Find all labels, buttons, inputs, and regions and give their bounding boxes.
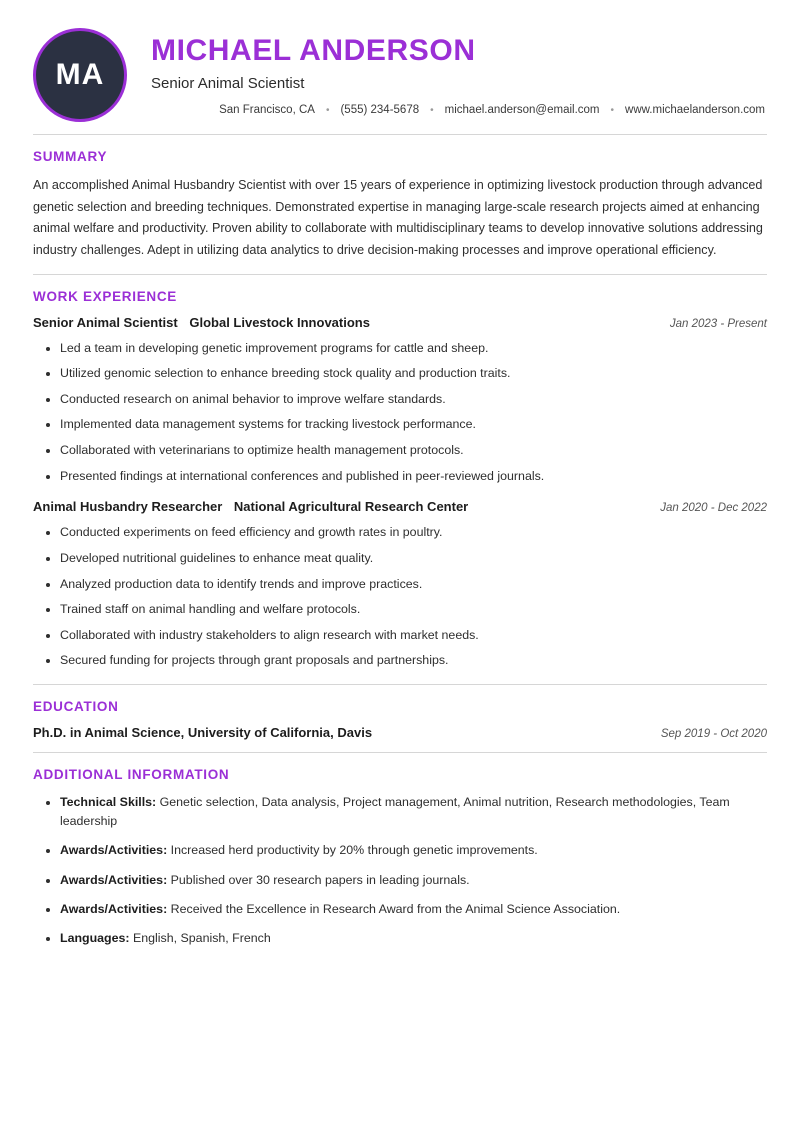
section-title-work-experience: WORK EXPERIENCE (33, 288, 178, 304)
info-value: Received the Excellence in Research Award from the Animal Science Association. (170, 901, 621, 916)
experience-entry-header (33, 315, 767, 330)
info-label: Awards/Activities: (60, 843, 168, 858)
experience-company: National Agricultural Research Center (233, 499, 469, 515)
experience-company: Global Livestock Innovations (189, 314, 370, 330)
experience-bullet-list (33, 339, 767, 486)
list-item: • Secured funding for projects through grant proposals and partnerships. (60, 651, 767, 670)
experience-entry-header (33, 499, 767, 514)
list-item: • Utilized genomic selection to enhance breeding stock quality and production traits. (60, 364, 767, 383)
info-label: Technical Skills: (60, 794, 157, 809)
summary-text: An accomplished Animal Husbandry Scientist with over 15 years of experience in optimizing livestock production through advanced genetic selection and breeding techniques. Demonstrated expertise in managing large-scale research projects aimed at enhancing animal welfare and productivity. Proven ability to collaborate with multidisciplinary teams to develop innovative solutions addressing industry challenges. Adept in utilizing data analytics to drive decision-making processes and improve operational efficiency. (33, 178, 763, 257)
list-item (60, 929, 767, 948)
section-work-experience (33, 275, 767, 685)
section-summary (33, 135, 767, 275)
education-entry (33, 725, 767, 740)
list-item: • Conducted experiments on feed efficiency and growth rates in poultry. (60, 523, 767, 542)
experience-role: Animal Husbandry Researcher (33, 499, 223, 515)
list-item (60, 871, 767, 890)
contact-location: San Francisco, CA (219, 104, 315, 116)
experience-dates: Jan 2023 - Present (669, 317, 767, 330)
list-item: • Implemented data management systems for tracking livestock performance. (60, 415, 767, 434)
list-item (60, 900, 767, 919)
resume-header (33, 26, 767, 135)
contact-row (151, 104, 767, 116)
contact-phone[interactable]: (555) 234-5678 (340, 104, 420, 116)
experience-role: Senior Animal Scientist (33, 314, 178, 330)
list-item: • Presented findings at international conferences and published in peer-reviewed journals. (60, 467, 767, 486)
info-value: Genetic selection, Data analysis, Project management, Animal nutrition, Research methodologies, Team leadership (60, 794, 730, 829)
section-title-additional-information: ADDITIONAL INFORMATION (33, 766, 230, 782)
experience-entry (33, 499, 767, 670)
dot-separator-icon: • (610, 104, 615, 116)
info-label: Awards/Activities: (60, 901, 168, 916)
info-label: Awards/Activities: (60, 872, 168, 887)
additional-info-list (33, 793, 767, 948)
section-additional-information (33, 753, 767, 960)
list-item: • Developed nutritional guidelines to enhance meat quality. (60, 549, 767, 568)
list-item: • Trained staff on animal handling and welfare protocols. (60, 600, 767, 619)
info-value: Increased herd productivity by 20% through genetic improvements. (170, 843, 538, 858)
header-job-title: Senior Animal Scientist (151, 75, 305, 92)
experience-role-company (33, 315, 370, 330)
list-item: • Analyzed production data to identify trends and improve practices. (60, 575, 767, 594)
list-item: • Collaborated with industry stakeholders to align research with market needs. (60, 626, 767, 645)
list-item: • Collaborated with veterinarians to optimize health management protocols. (60, 441, 767, 460)
info-label: Languages: (60, 931, 130, 946)
experience-entry (33, 315, 767, 486)
info-value: English, Spanish, French (133, 931, 271, 946)
list-item (60, 841, 767, 860)
header-text-block (151, 26, 767, 116)
education-dates: Sep 2019 - Oct 2020 (660, 727, 767, 740)
list-item: • Conducted research on animal behavior to improve welfare standards. (60, 390, 767, 409)
experience-dates: Jan 2020 - Dec 2022 (660, 502, 767, 515)
page-title: MICHAEL ANDERSON (151, 34, 476, 67)
section-title-education: EDUCATION (33, 698, 119, 714)
avatar (33, 28, 127, 122)
experience-role-company (33, 499, 468, 514)
avatar-initials: MA (55, 58, 105, 91)
section-title-summary: SUMMARY (33, 149, 108, 164)
section-education (33, 685, 767, 753)
list-item: • Led a team in developing genetic improvement programs for cattle and sheep. (60, 339, 767, 358)
info-value: Published over 30 research papers in leading journals. (170, 872, 470, 887)
contact-email[interactable]: michael.anderson@email.com (444, 104, 600, 116)
experience-bullet-list (33, 523, 767, 670)
list-item (60, 793, 767, 831)
dot-separator-icon: • (325, 104, 330, 116)
contact-website[interactable]: www.michaelanderson.com (625, 104, 765, 116)
education-degree: Ph.D. in Animal Science, University of California, Davis (33, 724, 373, 740)
dot-separator-icon: • (430, 104, 434, 116)
